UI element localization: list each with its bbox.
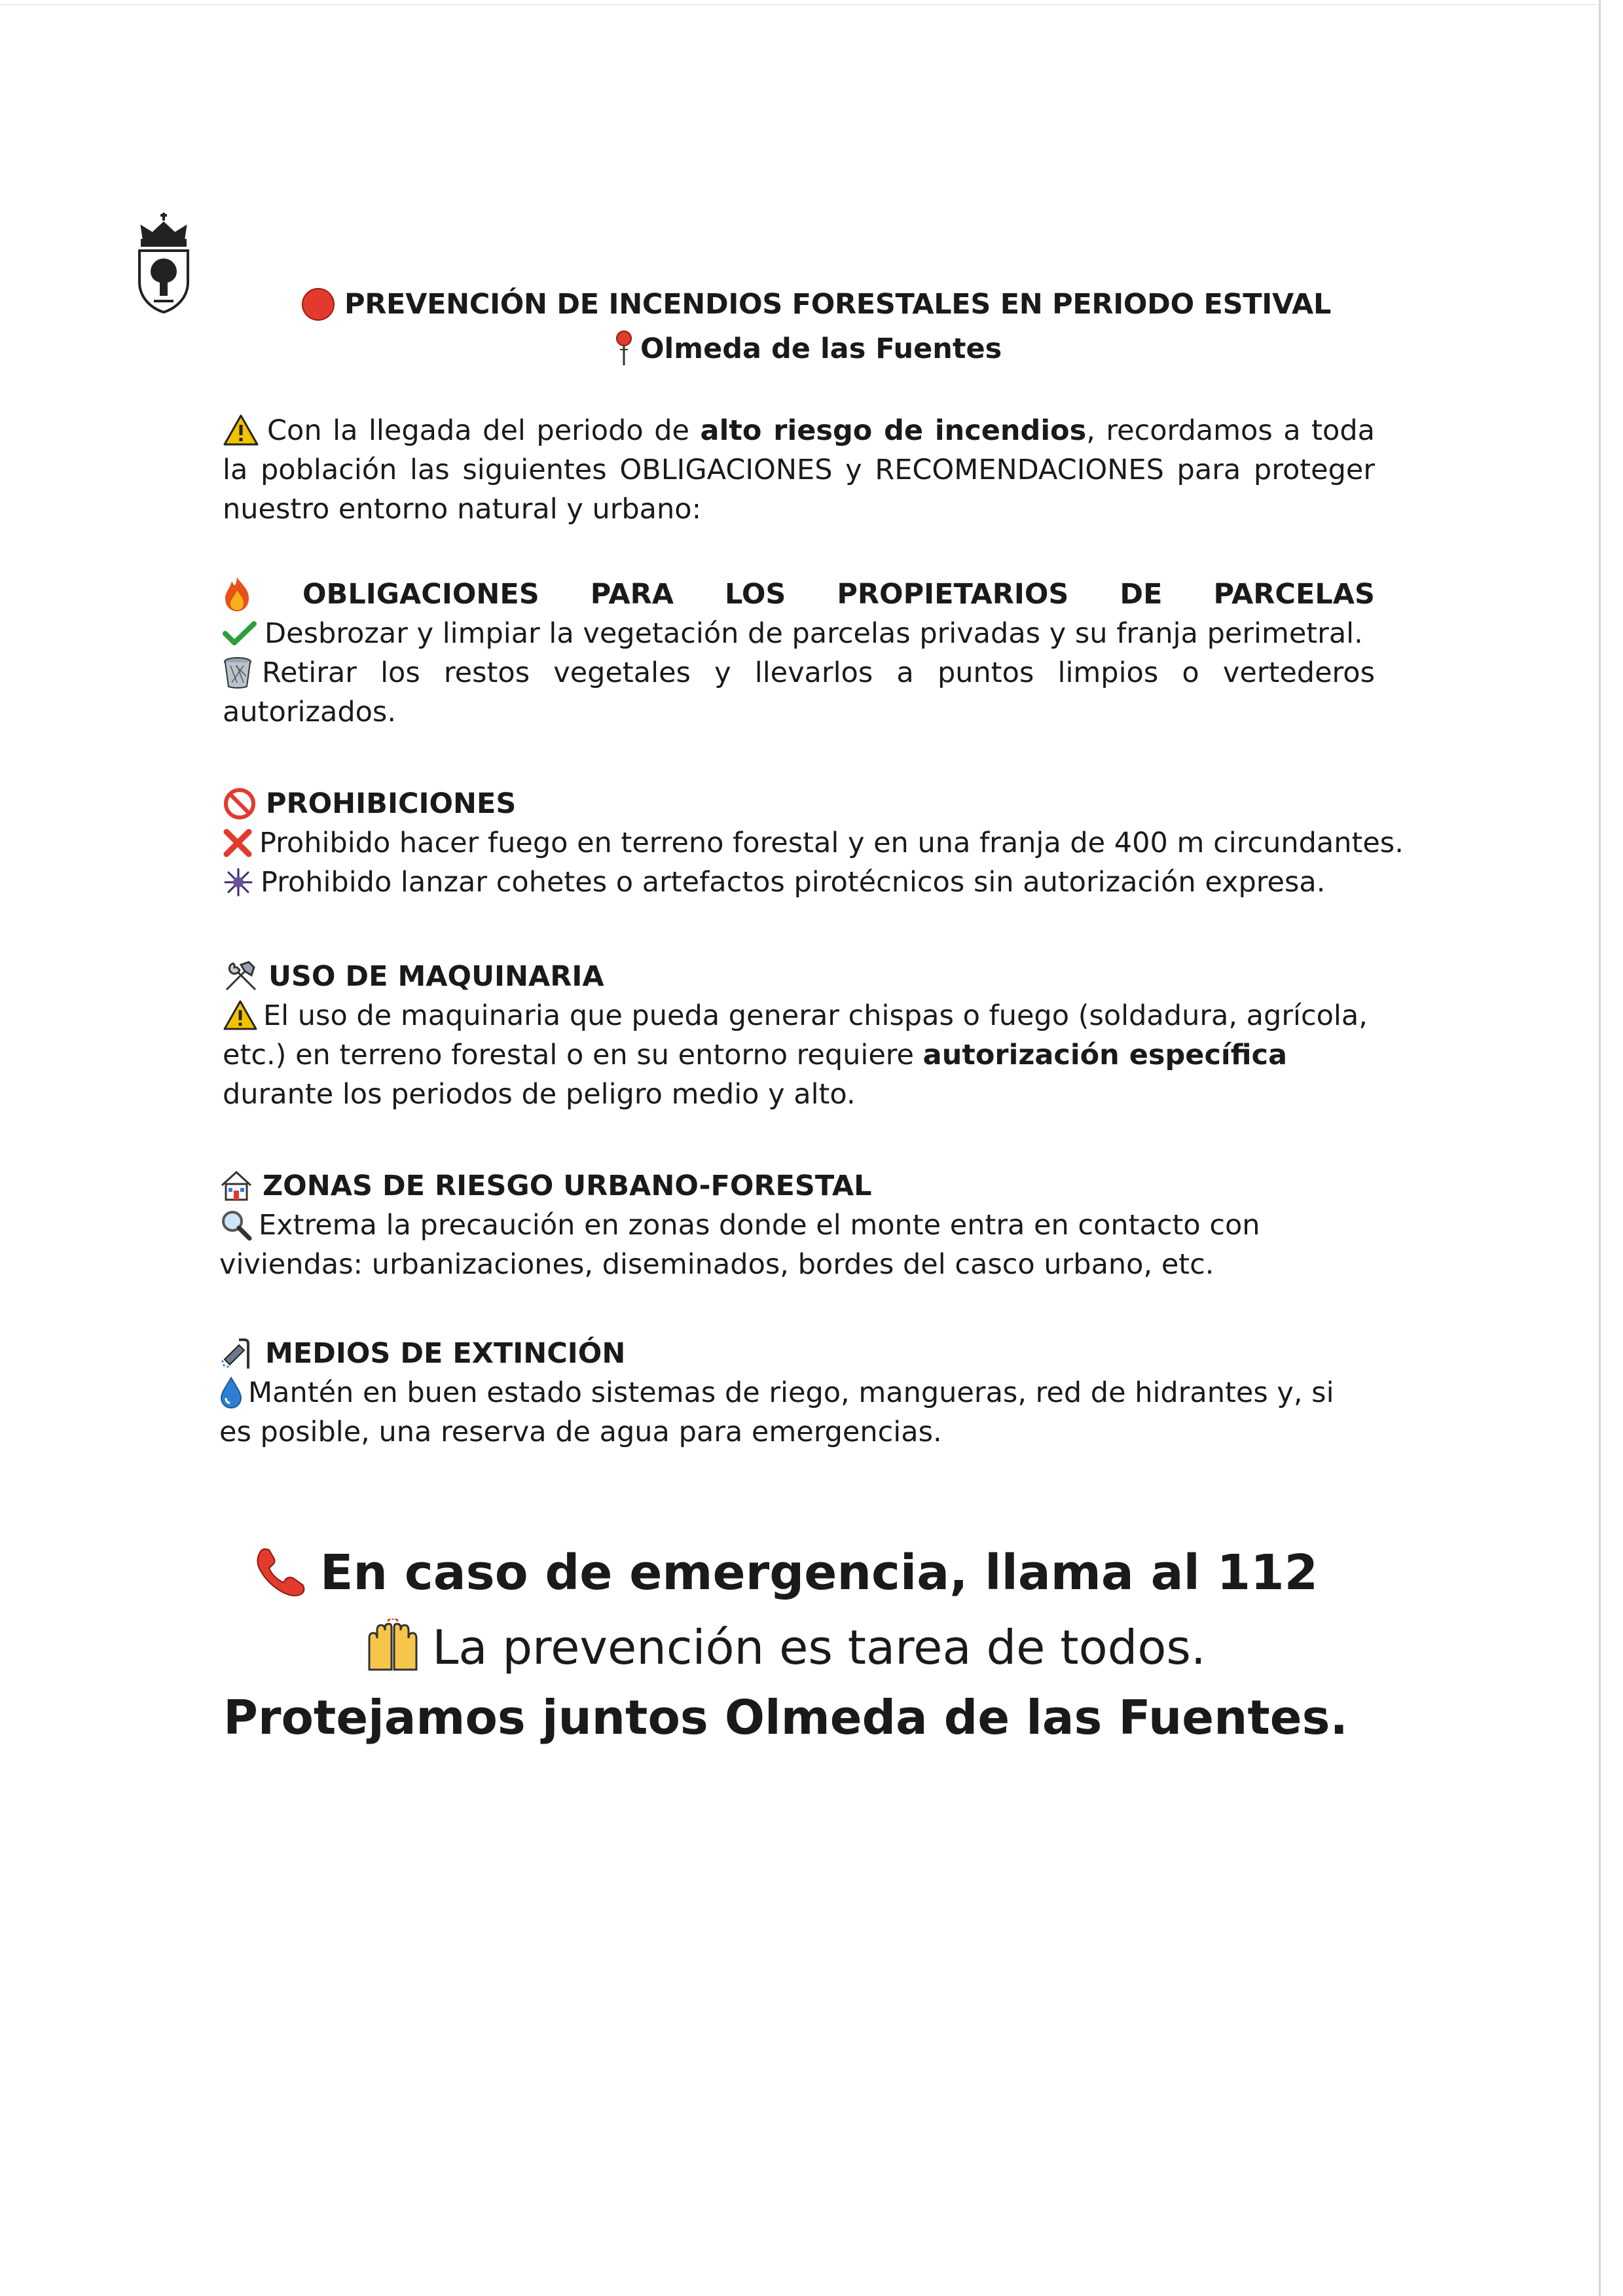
- municipal-crest-icon: [134, 213, 193, 317]
- section-prohibiciones: [223, 784, 1404, 902]
- title-text: PREVENCIÓN DE INCENDIOS FORESTALES EN PERIODO ESTIVAL: [344, 288, 1332, 321]
- prohibiciones-heading-text: PROHIBICIONES: [266, 787, 517, 820]
- intro-text-start: Con la llegada del periodo de: [267, 414, 701, 447]
- maquinaria-text-end: durante los periodos de peligro medio y alto.: [223, 1078, 856, 1111]
- obligaciones-item-2-text: Retirar los restos vegetales y llevarlos a puntos limpios o vertederos autorizados.: [223, 656, 1375, 728]
- obligaciones-item-2: [223, 653, 1375, 732]
- telephone-icon: [253, 1545, 310, 1597]
- magnifier-icon: [219, 1208, 253, 1241]
- prohibiciones-item-2: [223, 863, 1375, 902]
- page-edge: [1599, 0, 1601, 2296]
- red-circle-icon: [301, 287, 335, 321]
- intro-paragraph: [223, 411, 1375, 529]
- section-maquinaria: [223, 957, 1375, 1114]
- medios-paragraph: [219, 1373, 1372, 1452]
- obligaciones-word-3: LOS: [725, 578, 786, 611]
- obligaciones-word-6: PARCELAS: [1213, 578, 1375, 611]
- emergency-line: [196, 1545, 1375, 1601]
- droplet-icon: [219, 1376, 243, 1408]
- page-edge-top: [0, 4, 1597, 5]
- emergency-text: En caso de emergencia, llama al 112: [319, 1545, 1319, 1601]
- warning-icon: [223, 999, 258, 1031]
- document-subtitle: [614, 332, 1002, 367]
- house-icon: [219, 1170, 253, 1202]
- obligaciones-word-4: PROPIETARIOS: [837, 578, 1069, 611]
- hammer-wrench-icon: [223, 960, 259, 994]
- obligaciones-word-2: PARA: [590, 578, 674, 611]
- maquinaria-paragraph: [223, 996, 1375, 1114]
- closing-text: Protejamos juntos Olmeda de las Fuentes.: [223, 1690, 1348, 1745]
- medios-text: Mantén en buen estado sistemas de riego, mangueras, red de hidrantes y, si es posible, una reserva de agua para emergencias.: [219, 1376, 1334, 1448]
- prohibiciones-item-1: [223, 823, 1404, 863]
- sparkler-icon: [223, 867, 254, 898]
- location-text: Olmeda de las Fuentes: [640, 332, 1002, 365]
- zonas-paragraph: [219, 1206, 1372, 1284]
- prevention-text: La prevención es tarea de todos.: [432, 1620, 1206, 1675]
- fire-icon: [223, 576, 251, 613]
- section-zonas: [219, 1166, 1372, 1284]
- shower-icon: [219, 1337, 256, 1370]
- maquinaria-heading-text: USO DE MAQUINARIA: [268, 960, 604, 993]
- zonas-text: Extrema la precaución en zonas donde el monte entra en contacto con viviendas: urbanizaciones, diseminados, bordes del casco urbano, etc.: [219, 1209, 1260, 1281]
- pushpin-icon: [614, 330, 634, 367]
- closing-line: [196, 1690, 1375, 1745]
- prohibiciones-item-1-text: Prohibido hacer fuego en terreno forestal y en una franja de 400 m circundantes.: [259, 827, 1404, 859]
- zonas-heading-text: ZONAS DE RIESGO URBANO-FORESTAL: [263, 1170, 872, 1202]
- raised-hands-icon: [365, 1619, 420, 1674]
- prevention-line: [196, 1620, 1375, 1675]
- obligaciones-heading: [223, 575, 1375, 614]
- obligaciones-word-1: OBLIGACIONES: [302, 578, 539, 611]
- section-obligaciones: [223, 575, 1375, 732]
- intro-bold-text: alto riesgo de incendios: [700, 414, 1087, 447]
- prohibited-icon: [223, 787, 257, 821]
- check-mark-icon: [223, 620, 257, 647]
- medios-heading-text: MEDIOS DE EXTINCIÓN: [265, 1337, 626, 1370]
- maquinaria-bold-text: autorización específica: [922, 1039, 1288, 1071]
- wastebasket-icon: [223, 656, 253, 689]
- obligaciones-item-1-text: Desbrozar y limpiar la vegetación de parcelas privadas y su franja perimetral.: [264, 617, 1363, 650]
- obligaciones-item-1: [223, 614, 1375, 653]
- prohibiciones-item-2-text: Prohibido lanzar cohetes o artefactos pirotécnicos sin autorización expresa.: [261, 866, 1326, 899]
- section-medios: [219, 1334, 1372, 1452]
- intro-text-end: , recordamos a toda la población las siguientes OBLIGACIONES y RECOMENDACIONES para proteger nuestro entorno natural y urbano:: [223, 414, 1375, 526]
- cross-mark-icon: [223, 828, 253, 858]
- prohibiciones-heading: [223, 784, 1375, 823]
- obligaciones-word-5: DE: [1120, 578, 1163, 611]
- maquinaria-heading: [223, 957, 1375, 996]
- zonas-heading: [219, 1166, 1372, 1206]
- document-title: [301, 288, 1375, 321]
- warning-icon: [223, 414, 259, 446]
- maquinaria-text-start: El uso de maquinaria que pueda generar chispas o fuego (soldadura, agrícola, etc.) en terreno forestal o en su entorno requiere: [223, 999, 1368, 1071]
- medios-heading: [219, 1334, 1372, 1373]
